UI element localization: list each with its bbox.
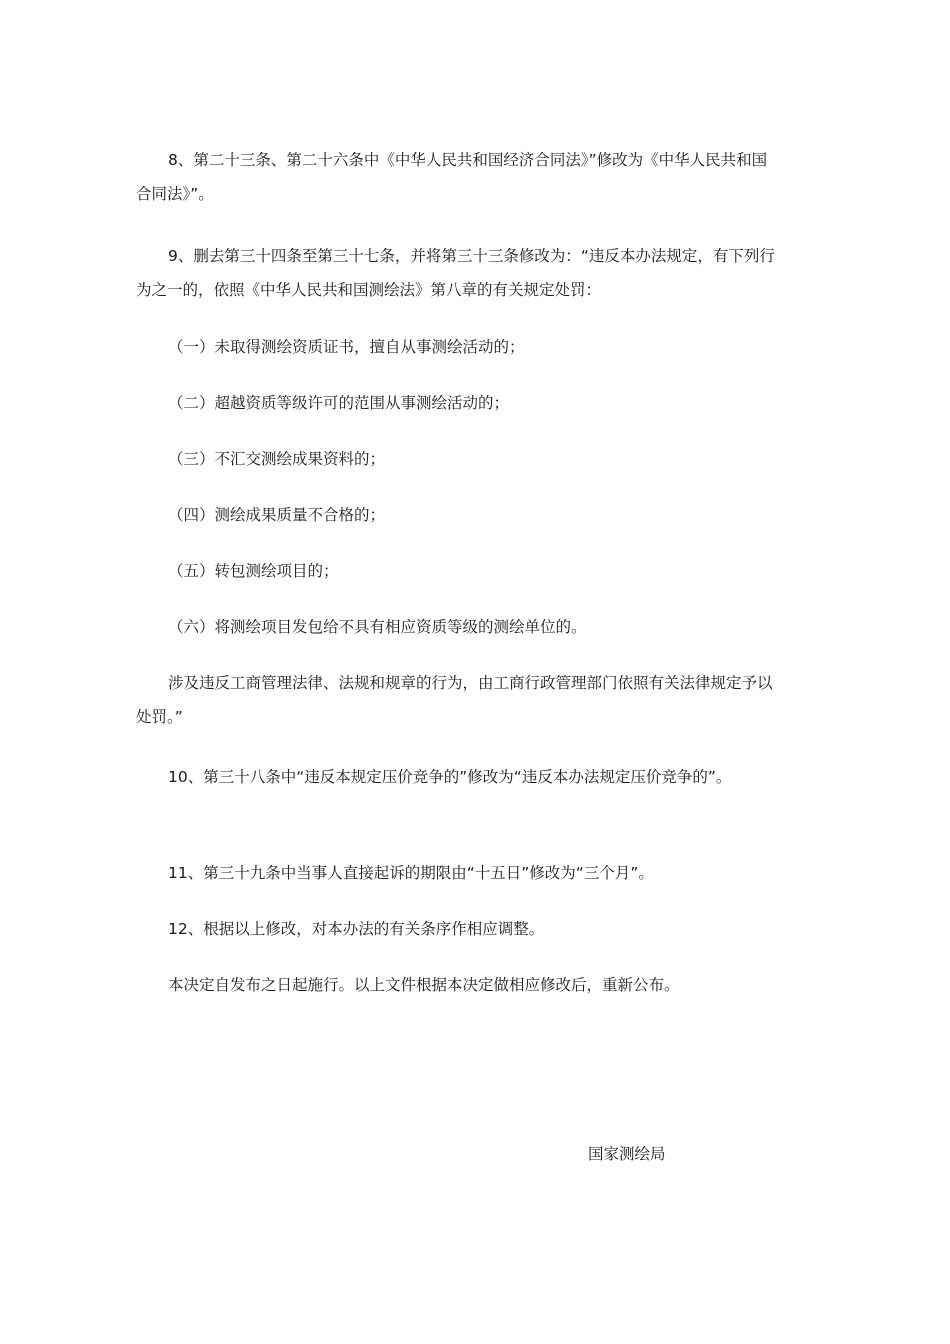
list-item-5: （五）转包测绘项目的； — [168, 562, 339, 580]
paragraph-item-11: 11、第三十九条中当事人直接起诉的期限由“十五日”修改为“三个月”。 — [168, 864, 654, 882]
list-item-3: （三）不汇交测绘成果资料的； — [168, 450, 386, 468]
paragraph-business-penalty: 涉及违反工商管理法律、法规和规章的行为，由工商行政管理部门依照有关法律规定予以处罚。” — [136, 674, 773, 726]
paragraph-effective-date: 本决定自发布之日起施行。以上文件根据本决定做相应修改后，重新公布。 — [168, 976, 680, 994]
paragraph-item-9: 9、删去第三十四条至第三十七条，并将第三十三条修改为：“违反本办法规定，有下列行为之一的，依照《中华人民共和国测绘法》第八章的有关规定处罚： — [136, 247, 775, 299]
list-item-4: （四）测绘成果质量不合格的； — [168, 506, 386, 524]
list-item-2: （二）超越资质等级许可的范围从事测绘活动的； — [168, 394, 510, 412]
list-item-6: （六）将测绘项目发包给不具有相应资质等级的测绘单位的。 — [168, 618, 587, 636]
paragraph-item-10: 10、第三十八条中“违反本规定压价竞争的”修改为“违反本办法规定压价竞争的”。 — [168, 768, 732, 786]
paragraph-item-8: 8、第二十三条、第二十六条中《中华人民共和国经济合同法》”修改为《中华人民共和国合同法》”。 — [136, 151, 768, 203]
signature-issuer: 国家测绘局 — [588, 1145, 666, 1163]
list-item-1: （一）未取得测绘资质证书，擅自从事测绘活动的； — [168, 338, 525, 356]
paragraph-item-12: 12、根据以上修改，对本办法的有关条序作相应调整。 — [168, 920, 545, 938]
